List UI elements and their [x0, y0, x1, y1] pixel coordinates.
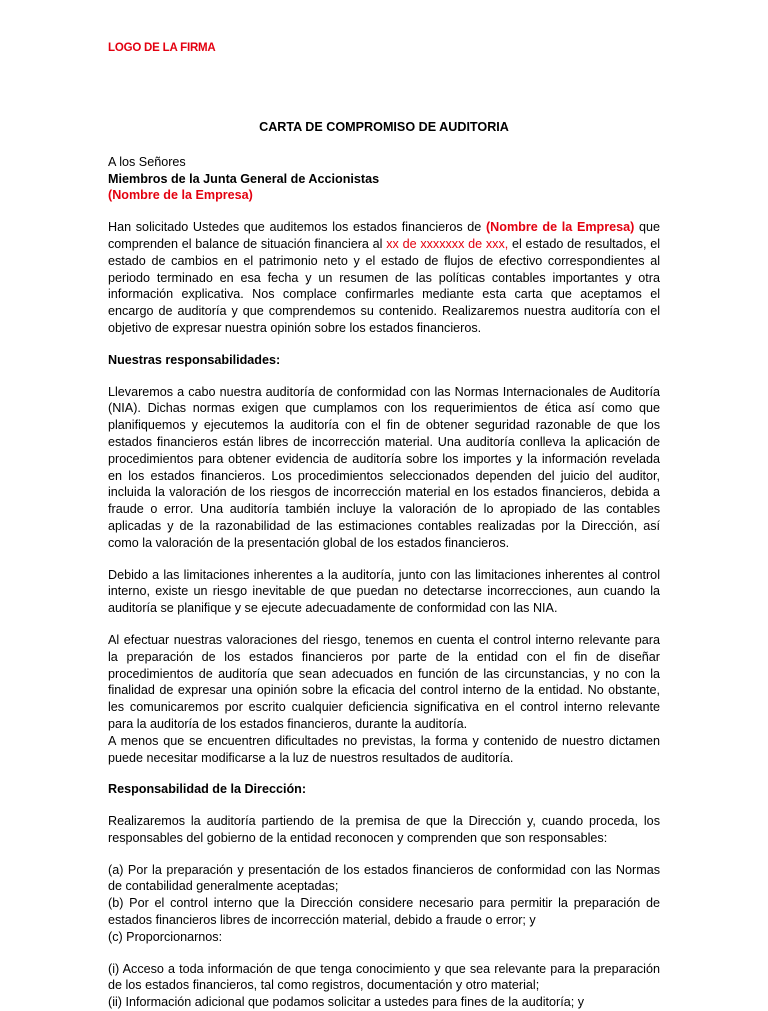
intro-text-3: el estado de resultados, el estado de cambios en el patrimonio neto y el estado de flujos de efectivo correspondientes al periodo terminado en esa fecha y un resumen de las políticas contables importantes y otra información explicativa. Nos complace confirmarles mediante esta carta que aceptamos el encargo de auditoría y que comprendemos su contenido. Realizaremos nuestra auditoría con el objetivo de expresar nuestra opinión sobre los estados financieros.: [108, 236, 661, 335]
recipient-company: (Nombre de la Empresa): [108, 188, 253, 203]
intro-text-2: que comprenden el balance de situación financiera al: [108, 220, 661, 251]
intro-company-name: (Nombre de la Empresa): [485, 220, 635, 235]
list-item-c: (c) Proporcionarnos:: [108, 929, 223, 944]
paragraph-nia: Llevaremos a cabo nuestra auditoría de conformidad con las Normas Internacionales de Auditoría (NIA). Dichas normas exigen que cumplamos con los requerimientos de ética así como que planifiquemos y ejecutemos la auditoría con el fin de obtener seguridad razonable de que los estados financieros están libres de incorrección material. Una auditoría conlleva la aplicación de procedimientos para obtener evidencia de auditoría sobre los importes y la información revelada en los estados financieros. Los procedimientos seleccionados dependen del juicio del auditor, incluida la valoración de los riesgos de incorrección material en los estados financieros, debida a fraude o error. Una auditoría también incluye la valoración de lo apropiado de las contables aplicadas y de la razonabilidad de las estimaciones contables realizadas por la Dirección, así como la valoración de la presentación global de los estados financieros.: [108, 384, 660, 550]
paragraph-limitations: Debido a las limitaciones inherentes a la auditoría, junto con las limitaciones inherentes al control interno, existe un riesgo inevitable de que puedan no detectarse incorrecciones, aun cuando la auditoría se planifique y se ejecute adecuadamente de conformidad con las NIA.: [108, 567, 660, 616]
intro-paragraph: [108, 219, 660, 337]
intro-text-1: Han solicitado Ustedes que auditemos los estados financieros de: [108, 220, 486, 235]
paragraph-report-form: A menos que se encuentren dificultades no previstas, la forma y contenido de nuestro dictamen puede necesitar modificarse a la luz de nuestros resultados de auditoría.: [108, 733, 660, 765]
section-heading-management: Responsabilidad de la Dirección:: [108, 782, 307, 797]
recipient-line-1: A los Señores: [108, 154, 186, 169]
list-item-ii: (ii) Información adicional que podamos solicitar a ustedes para fines de la auditoría; y: [108, 995, 585, 1010]
letter-title: CARTA DE COMPROMISO DE AUDITORIA: [259, 120, 509, 134]
letter-body: [108, 119, 660, 1011]
list-item-a: (a) Por la preparación y presentación de los estados financieros de conformidad con las Normas de contabilidad generalmente aceptadas;: [108, 862, 660, 894]
firm-logo-placeholder: LOGO DE LA FIRMA: [108, 42, 216, 54]
list-item-b: (b) Por el control interno que la Dirección considere necesario para permitir la preparación de estados financieros libres de incorrección material, debido a fraude o error; y: [108, 896, 660, 928]
intro-date: xx de xxxxxxx de xxx,: [386, 236, 509, 251]
paragraph-premise: Realizaremos la auditoría partiendo de la premisa de que la Dirección y, cuando proceda, los responsables del gobierno de la entidad reconocen y comprenden que son responsables:: [108, 814, 660, 845]
recipient-line-2: Miembros de la Junta General de Accionistas: [108, 171, 380, 186]
section-heading-responsibilities: Nuestras responsabilidades:: [108, 352, 281, 367]
list-item-i: (i) Acceso a toda información de que tenga conocimiento y que sea relevante para la preparación de los estados financieros, tal como registros, documentación y otro material;: [108, 961, 660, 993]
paragraph-risk-assessment: Al efectuar nuestras valoraciones del riesgo, tenemos en cuenta el control interno relevante para la preparación de los estados financieros por parte de la entidad con el fin de diseñar procedimientos de auditoría que sean adecuados en función de las circunstancias, y no con la finalidad de expresar una opinión sobre la eficacia del control interno de la entidad. No obstante, les comunicaremos por escrito cualquier deficiencia significativa en el control interno relevante para la auditoría de los estados financieros, durante la auditoría.: [108, 632, 660, 731]
